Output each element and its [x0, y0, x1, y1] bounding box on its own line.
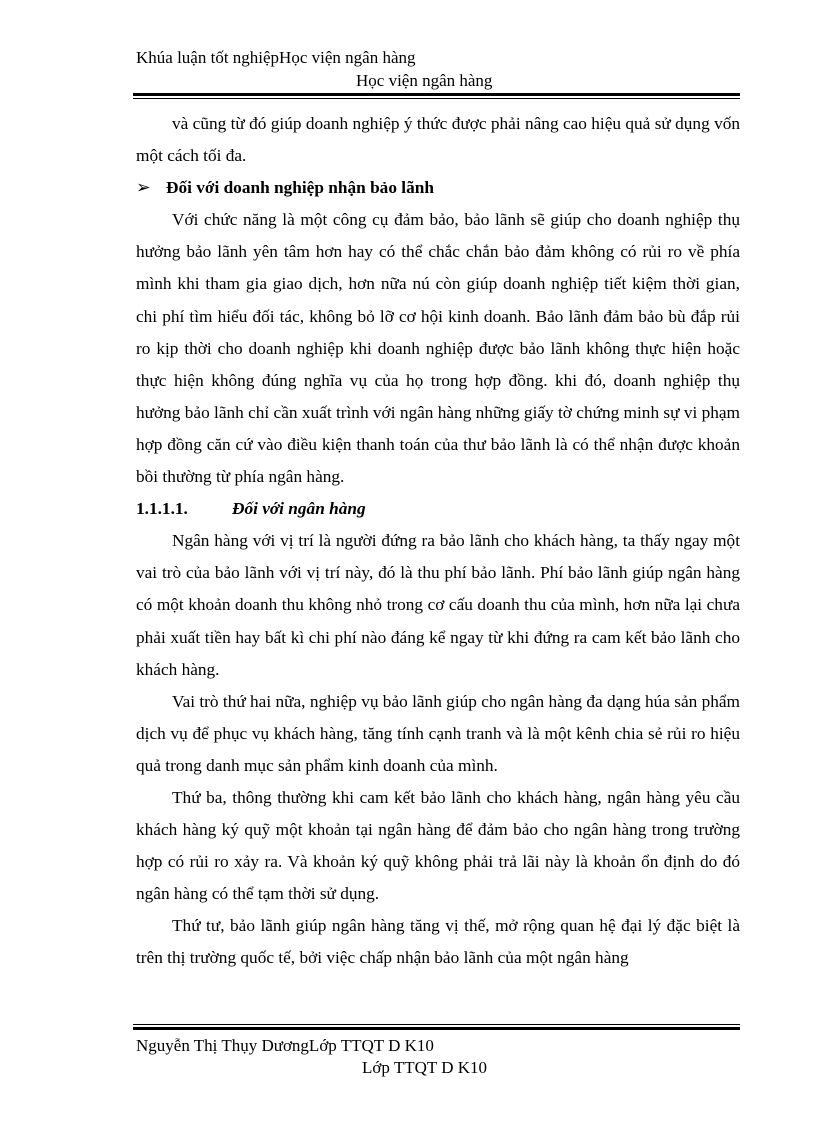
section-title: Đối với ngân hàng	[232, 499, 366, 519]
paragraph-bank-3: Thứ ba, thông thường khi cam kết bảo lãnh cho khách hàng, ngân hàng yêu cầu khách hàng ký quỹ một khoản tại ngân hàng để đảm bảo cho ngân hàng trong trường hợp có rủi ro xảy ra. Và khoản ký quỹ không phải trả lãi này là khoản ổn định do đó ngân hàng có thể tạm thời sử dụng.	[136, 787, 740, 904]
footer-rule-thick	[133, 1027, 740, 1030]
footer-rule-thin	[133, 1024, 740, 1025]
section-heading	[136, 493, 740, 525]
header-line-2: Học viện ngân hàng	[356, 71, 493, 90]
header-rule-thick	[133, 93, 740, 96]
footer-line-1: Nguyễn Thị Thụy DươngLớp TTQT D K10	[136, 1036, 434, 1055]
header-rule-thin	[133, 98, 740, 99]
paragraph-bank-2: Vai trò thứ hai nữa, nghiệp vụ bảo lãnh giúp cho ngân hàng đa dạng húa sản phẩm dịch vụ để phục vụ khách hàng, tăng tính cạnh tranh và là một kênh chia sẻ rủi ro hiệu quả trong danh mục sản phẩm kinh doanh của mình.	[136, 691, 740, 775]
footer-line-2: Lớp TTQT D K10	[362, 1058, 487, 1077]
paragraph-beneficiary: Với chức năng là một công cụ đảm bảo, bảo lãnh sẽ giúp cho doanh nghiệp thụ hưởng bảo lãnh yên tâm hơn hay có thể chắc chắn bảo đảm không có rủi ro về phía mình khi tham gia giao dịch, hơn nữa nú còn giúp doanh nghiệp tiết kiệm thời gian, chi phí tìm hiểu đối tác, không bỏ lỡ cơ hội kinh doanh. Bảo lãnh đảm bảo bù đắp rủi ro kịp thời cho doanh nghiệp khi doanh nghiệp được bảo lãnh không thực hiện hoặc thực hiện không đúng nghĩa vụ của họ trong hợp đồng. khi đó, doanh nghiệp thụ hưởng bảo lãnh chỉ cần xuất trình với ngân hàng những giấy tờ chứng minh sự vi phạm hợp đồng căn cứ vào điều kiện thanh toán của thư bảo lãnh là có thể nhận được khoản bồi thường từ phía ngân hàng.	[136, 210, 740, 487]
paragraph-intro: và cũng từ đó giúp doanh nghiệp ý thức được phải nâng cao hiệu quả sử dụng vốn một cách tối đa.	[136, 114, 740, 166]
section-number: 1.1.1.1.	[136, 499, 188, 519]
bullet-heading	[136, 172, 740, 204]
arrow-bullet-icon: ➢	[136, 178, 151, 198]
paragraph-bank-4: Thứ tư, bảo lãnh giúp ngân hàng tăng vị thế, mở rộng quan hệ đại lý đặc biệt là trên thị trường quốc tế, bởi việc chấp nhận bảo lãnh của một ngân hàng	[136, 916, 740, 968]
document-body	[136, 108, 740, 975]
header-line-1: Khúa luận tốt nghiệpHọc viện ngân hàng	[136, 48, 416, 67]
bullet-heading-text: Đối với doanh nghiệp nhận bảo lãnh	[166, 178, 434, 198]
paragraph-bank-1: Ngân hàng với vị trí là người đứng ra bảo lãnh cho khách hàng, ta thấy ngay một vai trò của bảo lãnh với vị trí này, đó là thu phí bảo lãnh. Phí bảo lãnh giúp ngân hàng có một khoản doanh thu không nhỏ trong cơ cấu doanh thu của mình, hơn nữa lại chưa phải xuất tiền hay bất kì chi phí nào đáng kể ngay từ khi đứng ra cam kết bảo lãnh cho khách hàng.	[136, 531, 740, 679]
